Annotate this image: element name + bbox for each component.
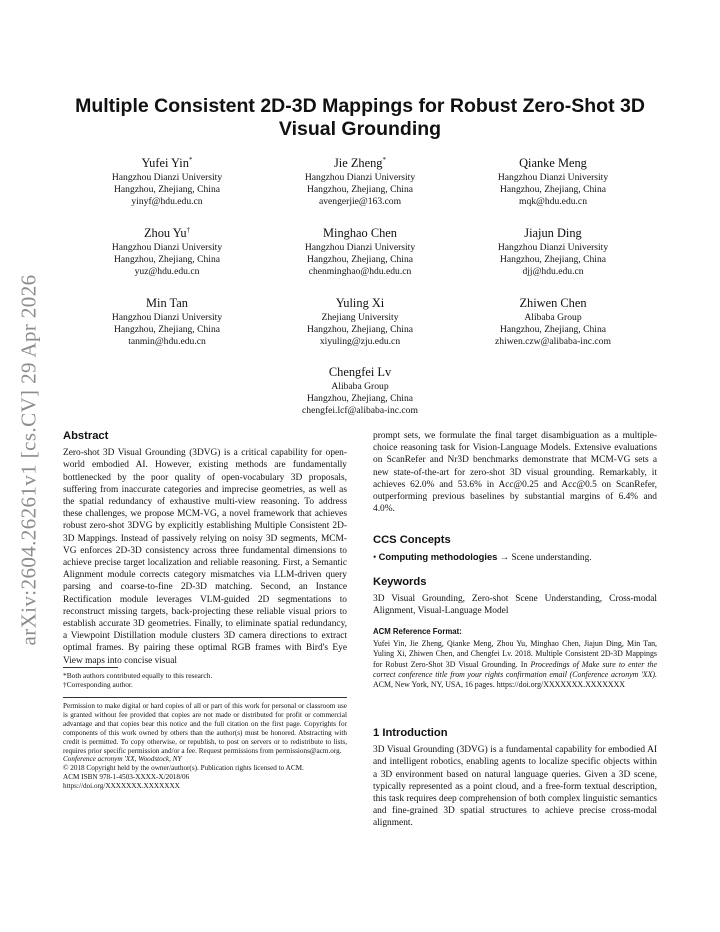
author-block — [453, 223, 653, 279]
author-block — [260, 293, 460, 349]
author-location: Hangzhou, Zhejiang, China — [306, 254, 414, 266]
author-name: Minghao Chen — [323, 226, 397, 240]
doi-line: https://doi.org/XXXXXXX.XXXXXXX — [63, 782, 180, 791]
acm-reference-heading: ACM Reference Format: — [373, 627, 462, 636]
author-email: xiyuling@zju.edu.cn — [319, 336, 401, 348]
author-email: tanmin@hdu.edu.cn — [128, 336, 206, 348]
copyright-line: © 2018 Copyright held by the owner/author(s). Publication rights licensed to ACM. — [63, 764, 304, 773]
author-block — [260, 362, 460, 418]
author-block — [453, 293, 653, 349]
author-location: Hangzhou, Zhejiang, China — [306, 393, 414, 405]
author-email: mqk@hdu.edu.cn — [519, 196, 587, 208]
author-location: Hangzhou, Zhejiang, China — [499, 184, 607, 196]
author-affiliation: Hangzhou Dianzi University — [304, 172, 416, 183]
keywords-text: 3D Visual Grounding, Zero-shot Scene Understanding, Cross-modal Alignment, Visual-Language Model — [373, 594, 657, 617]
author-name: Jiajun Ding — [524, 226, 582, 240]
abstract-heading: Abstract — [63, 430, 109, 442]
author-affiliation: Hangzhou Dianzi University — [497, 242, 609, 253]
author-name: Zhiwen Chen — [519, 296, 587, 310]
abstract-section — [63, 430, 347, 667]
acm-reference — [373, 627, 657, 690]
author-name: Zhou Yu — [143, 226, 187, 240]
author-block — [67, 293, 267, 349]
introduction-text: 3D Visual Grounding (3DVG) is a fundamental capability for embodied AI and intelligent robotics, enabling agents to localize specific objects within a 3D environment based on natural language queries. Given a 3D scene, typically represented as a point cloud, and a free-form textual description, this task requires deep comprehension of both complex linguistic semantics and fine-grained 3D spatial structures to achieve precise cross-modal alignment. — [373, 745, 657, 829]
abstract-continuation — [373, 430, 657, 515]
author-affiliation: Hangzhou Dianzi University — [111, 312, 223, 323]
arxiv-stamp — [12, 260, 46, 660]
conference-line: Conference acronym 'XX, Woodstock, NY — [63, 755, 182, 764]
author-block — [260, 223, 460, 279]
author-name: Yufei Yin — [141, 156, 189, 170]
author-affiliation: Hangzhou Dianzi University — [111, 242, 223, 253]
ccs-concept — [373, 551, 657, 564]
ccs-bullet: • — [373, 553, 377, 564]
author-email: yinyf@hdu.edu.cn — [131, 196, 203, 208]
acm-reference-authors: Yufei Yin, Jie Zheng, Qianke Meng, Zhou Yu, Minghao Chen, Jiajun Ding, Min Tan, Yuling Xi, Zhiwen Chen, and Chengfei Lv. 2018. Multiple Consistent 2D-3D Mappings for Robust Zero-Shot 3D Visual Grounding. In — [373, 639, 657, 669]
author-affiliation: Hangzhou Dianzi University — [304, 242, 416, 253]
author-affiliation: Zhejiang University — [321, 312, 399, 323]
footnotes — [63, 667, 347, 689]
isbn-line: ACM ISBN 978-1-4503-XXXX-X/2018/06 — [63, 773, 190, 782]
abstract-text: Zero-shot 3D Visual Grounding (3DVG) is a critical capability for open-world embodied AI. However, existing methods are fundamentally bottlenecked by the poor quality of open-vocabulary 3D proposals, suffering from inaccurate categories and imprecise geometries, as well as the spatial redundancy of exhaustive multi-view reasoning. To address these challenges, we propose MCM-VG, a novel framework that achieves robust zero-shot 3DVG by explicitly establishing Multiple Consistent 2D-3D Mappings. Instead of passively relying on noisy 3D segments, MCM-VG enforces 2D-3D consistency across three fundamental dimensions to achieve precise target localization and reliable reasoning. First, a Semantic Alignment module corrects category mismatches via LLM-driven query parsing and coarse-to-fine 2D-3D matching. Second, an Instance Rectification module leverages VLM-guided 2D segmentations to reconstruct missing targets, back-projecting these reliable visual priors to establish accurate 3D geometries. Finally, to eliminate spatial redundancy, a Viewpoint Distillation module clusters 3D camera directions to extract optimal frames. By pairing these optimal RGB frames with Bird's Eye View maps into concise visual — [63, 448, 347, 666]
footnote-rule — [63, 667, 118, 668]
author-email: djj@hdu.edu.cn — [522, 266, 584, 278]
abstract-continuation-text: prompt sets, we formulate the final target disambiguation as a multiple-choice reasoning task for Vision-Language Models. Extensive evaluations on ScanRefer and Nr3D benchmarks demonstrate that MCM-VG sets a new state-of-the-art for zero-shot 3D visual grounding. Remarkably, it achieves 62.0% and 53.6% in Acc@0.25 and Acc@0.5 on ScanRefer, outperforming previous baselines by substantial margins of 6.4% and 4.0%. — [373, 431, 657, 515]
author-location: Hangzhou, Zhejiang, China — [306, 324, 414, 336]
author-location: Hangzhou, Zhejiang, China — [113, 184, 221, 196]
author-mark: † — [186, 226, 191, 234]
author-name: Chengfei Lv — [328, 365, 392, 379]
author-affiliation: Alibaba Group — [331, 381, 389, 392]
ccs-heading: CCS Concepts — [373, 534, 451, 546]
ccs-term: Computing methodologies — [378, 551, 498, 563]
ccs-detail: Scene understanding. — [511, 553, 592, 564]
introduction-heading: 1 Introduction — [373, 727, 448, 739]
author-location: Hangzhou, Zhejiang, China — [499, 254, 607, 266]
keywords-heading: Keywords — [373, 576, 427, 588]
author-block — [260, 153, 460, 209]
acm-reference-text — [373, 639, 657, 690]
paper-title: Multiple Consistent 2D-3D Mappings for Robust Zero-Shot 3D Visual Grounding — [75, 95, 645, 140]
arxiv-stamp-text: arXiv:2604.26261v1 [cs.CV] 29 Apr 2026 — [16, 274, 41, 646]
acm-reference-tail: ACM, New York, NY, USA, 16 pages. https://doi.org/XXXXXXX.XXXXXXX — [373, 680, 625, 690]
author-block — [67, 223, 267, 279]
ccs-section — [373, 534, 657, 564]
author-mark: * — [382, 156, 387, 164]
permission-text: Permission to make digital or hard copies of all or part of this work for personal or classroom use is granted without fee provided that copies are not made or distributed for profit or commercial advantage and that copies bear this notice and the full citation on the first page. Copyrights for components of this work owned by others than the author(s) must be honored. Abstracting with credit is permitted. To copy otherwise, or republish, to post on servers or to redistribute to lists, requires prior specific permission and/or a fee. Request permissions from permissions@acm.org. — [63, 702, 347, 755]
author-email: chengfei.lcf@alibaba-inc.com — [302, 405, 418, 417]
author-location: Hangzhou, Zhejiang, China — [499, 324, 607, 336]
permission-block — [63, 697, 347, 791]
author-location: Hangzhou, Zhejiang, China — [113, 254, 221, 266]
keywords-section — [373, 576, 657, 618]
footnote-corresponding: †Corresponding author. — [63, 680, 133, 690]
author-affiliation: Alibaba Group — [524, 312, 582, 323]
author-name: Min Tan — [146, 296, 188, 310]
author-email: chenminghao@hdu.edu.cn — [308, 266, 412, 278]
author-name: Qianke Meng — [519, 156, 587, 170]
introduction-section — [373, 727, 657, 830]
permission-rule — [63, 697, 347, 698]
author-name: Jie Zheng — [333, 156, 383, 170]
author-affiliation: Hangzhou Dianzi University — [111, 172, 223, 183]
ccs-arrow: → — [499, 553, 510, 564]
author-mark: * — [188, 156, 193, 164]
author-location: Hangzhou, Zhejiang, China — [113, 324, 221, 336]
author-block — [453, 153, 653, 209]
author-name: Yuling Xi — [335, 296, 385, 310]
author-email: yuz@hdu.edu.cn — [134, 266, 200, 278]
acm-reference-venue: Proceedings of Make sure to enter the correct conference title from your rights confirmation email (Conference acronym 'XX). — [373, 659, 657, 679]
author-email: avengerjie@163.com — [318, 196, 402, 208]
footnote-equal: *Both authors contributed equally to this research. — [63, 671, 213, 680]
author-email: zhiwen.czw@alibaba-inc.com — [495, 336, 611, 348]
author-block — [67, 153, 267, 209]
author-location: Hangzhou, Zhejiang, China — [306, 184, 414, 196]
author-affiliation: Hangzhou Dianzi University — [497, 172, 609, 183]
